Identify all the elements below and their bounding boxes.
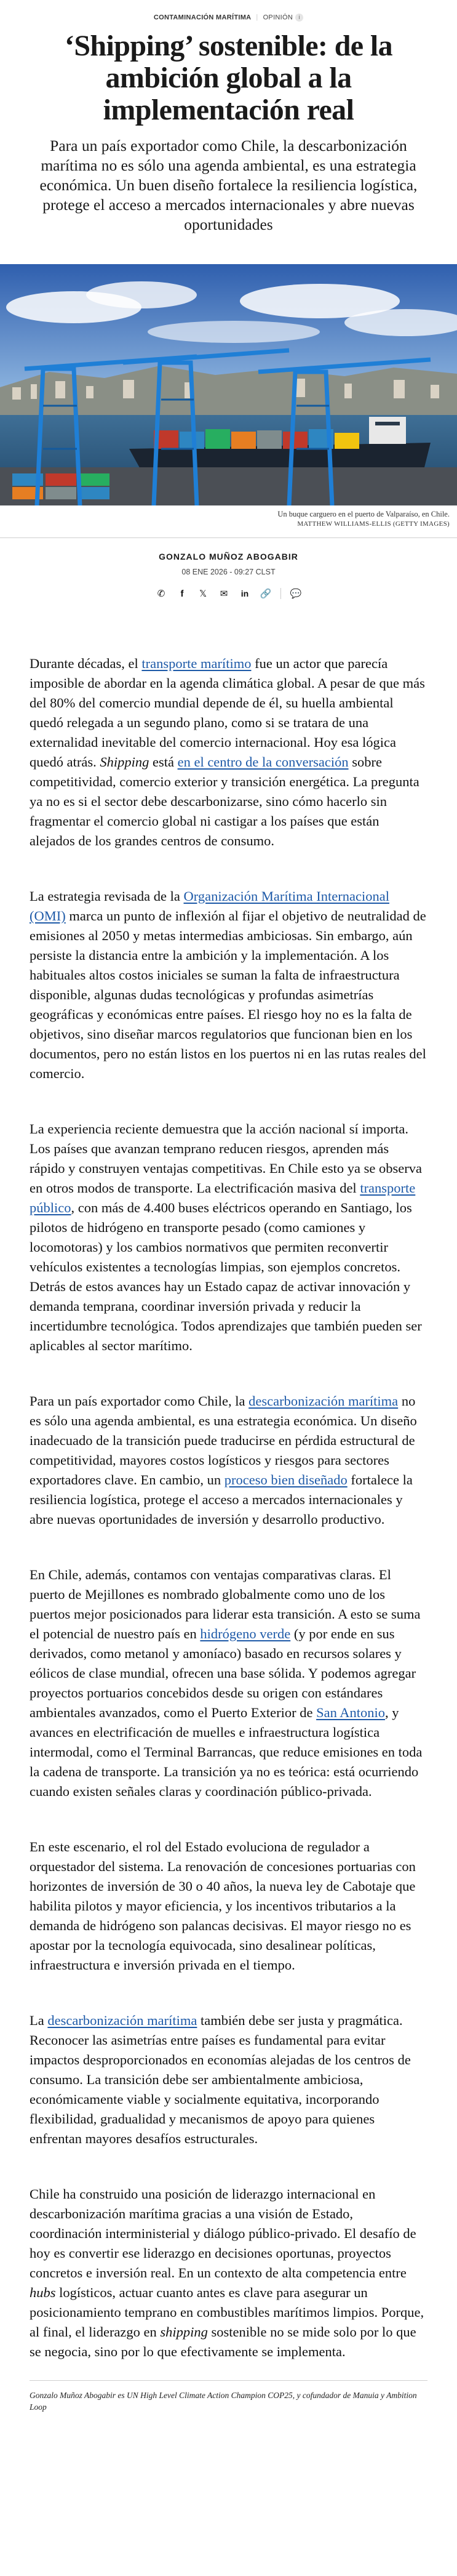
kicker-separator: | (256, 14, 258, 22)
headline: ‘Shipping’ sostenible: de la ambición global a la implementación real (64, 30, 393, 126)
bio-text: es UN High Level Climate Action Champion COP25, y cofundador de Manuia y Ambition Loop (30, 2391, 417, 2412)
copy-link-icon[interactable]: 🔗 (260, 588, 272, 599)
link-hidrogeno-verde[interactable]: hidrógeno verde (200, 1626, 291, 1641)
article-body (0, 654, 457, 2362)
paragraph: En Chile, además, contamos con ventajas comparativas claras. El puerto de Mejillones es nombrado globalmente como uno de los puertos mejor posicionados para liderar esta transición. A esto se suma el potencial de nuestro país en hidrógeno verde (y por ende en sus derivados, como metanol y amoníaco) basado en recursos solares y eólicos de clase mundial, ofrecen una base sólida. Y podemos agregar proyectos portuarios concebidos desde su origen con estándares ambientales avanzados, como el Puerto Exterior de San Antonio, y avances en electrificación de muelles e infraestructura logística intermodal, como el Terminal Barrancas, que reduce emisiones en toda la cadena de transporte. La transición ya no es teórica: está ocurriendo cuando existen señales claras y coordinación público-privada. (30, 1567, 423, 1799)
mail-icon[interactable]: ✉ (220, 588, 228, 599)
paragraph: La experiencia reciente demuestra que la acción nacional sí importa. Los países que avanzan temprano reducen riesgos, aprenden más rápido y construyen ventajas competitivas. En Chile esto ya se observa en otros modos de transporte. La electrificación masiva del transporte público, con más de 4.400 buses eléctricos operando en Santiago, los pilotos de hidrógeno en transporte pesado (como camiones y locomotoras) y los cambios normativos que permiten reconvertir vehículos existentes a tecnologías limpias, son ejemplos concretos. Detrás de estos avances hay un Estado capaz de activar innovación y demanda temprana, coordinar inversión privada y reducir la incertidumbre tecnológica. Todos aprendizajes que también pueden ser aplicables al sector marítimo. (30, 1121, 422, 1353)
paragraph: Durante décadas, el transporte marítimo fue un actor que parecía imposible de abordar en la agenda climática global. A pesar de que más del 80% del comercio mundial depende de él, su huella ambiental quedó relegada a un segundo plano, como si se tratara de una externalidad inevitable del comercio internacional. Hoy esa lógica quedó atrás. Shipping está en el centro de la conversación sobre competitividad, comercio exterior y transición energética. La pregunta ya no es si el sector debe descarbonizarse, sino cómo hacerlo sin fragmentar el comercio global ni castigar a los países que están alejados de los grandes centros de consumo. (30, 656, 425, 848)
author-link[interactable]: GONZALO MUÑOZ ABOGABIR (159, 552, 298, 561)
share-separator (280, 588, 281, 599)
link-descarbonizacion-2[interactable]: descarbonización marítima (47, 2013, 197, 2028)
divider (0, 537, 457, 538)
link-san-antonio[interactable]: San Antonio (316, 1705, 385, 1720)
article-page (0, 14, 457, 2413)
bio-divider (30, 2380, 427, 2381)
photo-credit: MATTHEW WILLIAMS-ELLIS (GETTY IMAGES) (297, 520, 450, 528)
link-centro-conversacion[interactable]: en el centro de la conversación (177, 754, 349, 770)
section-link[interactable]: CONTAMINACIÓN MARÍTIMA (153, 14, 252, 22)
x-icon[interactable]: 𝕏 (199, 589, 207, 599)
caption-text: Un buque carguero en el puerto de Valparaíso, en Chile. (277, 510, 450, 518)
link-transporte-maritimo[interactable]: transporte marítimo (141, 656, 252, 671)
whatsapp-icon[interactable]: ✆ (157, 588, 165, 599)
publish-date: 08 ENE 2026 - 09:27 CLST (181, 568, 276, 576)
share-bar (0, 587, 457, 600)
port-cranes-image (0, 264, 457, 505)
info-icon[interactable]: i (295, 14, 303, 22)
bio-name: Gonzalo Muñoz Abogabir (30, 2391, 116, 2400)
paragraph: Chile ha construido una posición de liderazgo internacional en descarbonización marítima gracias a una visión de Estado, coordinación interministerial y diálogo público-privado. El desafío de hoy es convertir ese liderazgo en decisiones oportunas, proyectos concretos e inversión real. En un contexto de alta competencia entre hubs logísticos, actuar cuanto antes es clave para asegurar un posicionamiento temprano en combustibles marítimos limpios. Porque, al final, el liderazgo en shipping sostenible no se mide solo por lo que se negocia, sino por lo que efectivamente se implementa. (30, 2186, 424, 2359)
paragraph: En este escenario, el rol del Estado evoluciona de regulador a orquestador del sistema. La renovación de concesiones portuarias con horizontes de inversión de 30 o 40 años, la nueva ley de Cabotaje que habilita pilotos y mayor eficiencia, y los incentivos tributarios a la demanda de hidrógeno son palancas decisivas. El mayor riesgo no es apostar por la tecnología equivocada, sino desalinear políticas, infraestructura e inversión privada en el tiempo. (30, 1839, 416, 1973)
opinion-label: OPINIÓN (263, 14, 293, 22)
author-bio (30, 2389, 427, 2413)
photo-caption (0, 509, 450, 529)
paragraph: La descarbonización marítima también debe ser justa y pragmática. Reconocer las asimetrías entre países es fundamental para evitar impactos desproporcionados en economías alejadas de los centros de consumo. La transición debe ser ambientalmente ambiciosa, económicamente viable y socialmente equitativa, incorporando flexibilidad, gradualidad y mecanismos de apoyo para quienes enfrentan mayores desafíos estructurales. (30, 2013, 411, 2146)
link-descarbonizacion[interactable]: descarbonización marítima (248, 1393, 399, 1409)
comment-icon[interactable]: 💬 (290, 588, 302, 599)
subtitle: Para un país exportador como Chile, la descarbonización marítima no es sólo una agenda ambiental, es una estrategia económica. Un buen diseño fortalece la resiliencia logística, protege el acceso a mercados internacionales y abre nuevas oportunidades (39, 137, 418, 233)
lead-photo (0, 264, 457, 505)
link-transporte-publico[interactable]: transporte público (30, 1180, 416, 1215)
paragraph: La estrategia revisada de la Organización Marítima Internacional (OMI) marca un punto de inflexión al fijar el objetivo de neutralidad de emisiones al 2050 y metas intermedias ambiciosas. Sin embargo, aún persiste la distancia entre la ambición y la implementación. A los habituales altos costos iniciales se suman la falta de infraestructura disponible, algunas dudas tecnológicas y profundas asimetrías geográficas y económicas entre países. El riesgo hoy no es la falta de objetivos, sino diseñar marcos regulatorios que funcionan bien en los documentos, pero no están listos en los puertos ni en las rutas reales del comercio. (30, 888, 426, 1081)
paragraph: Para un país exportador como Chile, la descarbonización marítima no es sólo una agenda ambiental, es una estrategia económica. Un diseño inadecuado de la transición puede traducirse en pérdida estructural de competitividad, mayores costos logísticos y riesgos para sectores exportadores clave. En cambio, un proceso bien diseñado fortalece la resiliencia logística, protege el acceso a mercados internacionales y abre nuevas oportunidades de inversión y desarrollo productivo. (30, 1393, 417, 1527)
kicker (0, 14, 457, 22)
facebook-icon[interactable]: f (180, 588, 184, 599)
linkedin-icon[interactable]: in (240, 589, 249, 598)
link-omi[interactable]: Organización Marítima Internacional (OMI) (30, 888, 389, 924)
link-proceso-bien-disenado[interactable]: proceso bien diseñado (224, 1472, 348, 1487)
